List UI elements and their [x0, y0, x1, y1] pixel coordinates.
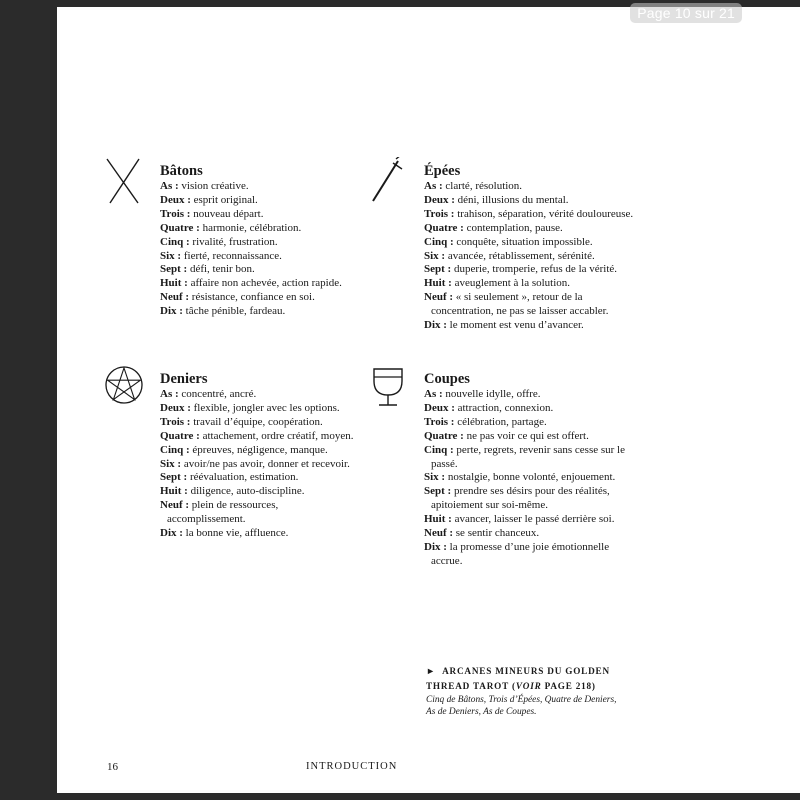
- meaning-text: nostalgie, bonne volonté, enjouement.: [445, 471, 616, 484]
- meaning-label: Deux :: [160, 193, 191, 206]
- meaning-item: [424, 250, 639, 264]
- suit-list: [424, 180, 639, 333]
- suit-epees: [424, 163, 639, 333]
- meaning-text: flexible, jongler avec les options.: [190, 401, 340, 414]
- meaning-item: [160, 527, 355, 541]
- meaning-item: [424, 471, 634, 485]
- meaning-item: [424, 430, 634, 444]
- meaning-text: prendre ses désirs pour des réalités, apitoiement sur soi-même.: [431, 485, 610, 512]
- page-indicator: Page 10 sur 21: [630, 3, 742, 23]
- meaning-label: As :: [160, 388, 179, 400]
- meaning-text: déni, illusions du mental.: [454, 193, 569, 206]
- meaning-label: Quatre :: [424, 429, 464, 442]
- meaning-item: [160, 236, 370, 250]
- meaning-label: Neuf :: [424, 291, 454, 304]
- meaning-item: [160, 430, 355, 444]
- caption-text: Cinq de Bâtons, Trois d’Épées, Quatre de Deniers, As de Deniers, As de Coupes.: [426, 695, 617, 717]
- meaning-label: Sept :: [424, 485, 452, 498]
- meaning-item: [424, 180, 639, 194]
- meaning-text: clarté, résolution.: [442, 180, 523, 192]
- meaning-text: affaire non achevée, action rapide.: [187, 277, 342, 290]
- meaning-label: As :: [424, 388, 443, 400]
- suit-list: [160, 388, 355, 541]
- meaning-item: [424, 541, 634, 569]
- suit-deniers: [160, 371, 355, 541]
- suit-list: [160, 180, 370, 319]
- meaning-text: attachement, ordre créatif, moyen.: [199, 429, 354, 442]
- meaning-item: [424, 527, 634, 541]
- meaning-text: contemplation, pause.: [463, 221, 563, 234]
- meaning-text: harmonie, célébration.: [199, 221, 302, 234]
- meaning-text: la promesse d’une joie émotionnelle accrue.: [431, 540, 610, 567]
- caption-title-text: ARCANES MINEURS DU GOLDEN THREAD TAROT (: [426, 666, 610, 691]
- meaning-label: Dix :: [160, 305, 183, 318]
- meaning-label: Dix :: [160, 527, 183, 540]
- meaning-item: [424, 208, 639, 222]
- meaning-label: Six :: [424, 471, 446, 484]
- meaning-item: [160, 222, 370, 236]
- meaning-label: Huit :: [160, 277, 188, 290]
- caption-title-italic: VOIR: [515, 680, 542, 691]
- meaning-label: Deux :: [160, 401, 191, 414]
- meaning-text: fierté, reconnaissance.: [181, 249, 282, 262]
- meaning-text: duperie, tromperie, refus de la vérité.: [451, 263, 618, 276]
- meaning-label: Dix :: [424, 540, 447, 553]
- figure-caption: [426, 664, 626, 718]
- meaning-item: [160, 277, 370, 291]
- meaning-text: avoir/ne pas avoir, donner et recevoir.: [181, 457, 350, 470]
- meaning-item: [160, 444, 355, 458]
- meaning-text: le moment est venu d’avancer.: [446, 319, 584, 332]
- meaning-item: [424, 291, 639, 319]
- meaning-label: Cinq :: [160, 235, 190, 248]
- meaning-text: résistance, confiance en soi.: [189, 291, 315, 304]
- suit-coupes: [424, 371, 634, 569]
- meaning-label: Huit :: [424, 513, 452, 526]
- meaning-item: [160, 499, 355, 527]
- suit-title: Coupes: [424, 371, 470, 387]
- meaning-text: célébration, partage.: [454, 415, 547, 428]
- page-number: 16: [107, 761, 118, 773]
- caption-title-end: PAGE 218): [541, 680, 596, 691]
- meaning-item: [160, 180, 370, 194]
- meaning-item: [424, 194, 639, 208]
- meaning-item: [424, 388, 634, 402]
- meaning-label: Six :: [160, 249, 182, 262]
- meaning-label: As :: [160, 180, 179, 192]
- meaning-label: Cinq :: [424, 443, 454, 456]
- meaning-label: Deux :: [424, 193, 455, 206]
- meaning-text: attraction, connexion.: [454, 401, 554, 414]
- meaning-item: [424, 402, 634, 416]
- meaning-item: [160, 208, 370, 222]
- meaning-item: [160, 263, 370, 277]
- meaning-text: nouveau départ.: [190, 207, 264, 220]
- meaning-label: Deux :: [424, 401, 455, 414]
- meaning-text: « si seulement », retour de la concentration, ne pas se laisser accabler.: [431, 291, 609, 318]
- meaning-label: Cinq :: [160, 443, 190, 456]
- meaning-item: [424, 444, 634, 472]
- meaning-text: avancée, rétablissement, sérénité.: [445, 249, 595, 262]
- meaning-text: travail d’équipe, coopération.: [190, 415, 323, 428]
- meaning-text: concentré, ancré.: [178, 388, 257, 400]
- caption-marker-icon: ►: [426, 666, 436, 676]
- meaning-label: Sept :: [160, 471, 188, 484]
- meaning-text: esprit original.: [190, 193, 258, 206]
- meaning-item: [424, 513, 634, 527]
- meaning-label: Trois :: [424, 207, 455, 220]
- meaning-item: [160, 471, 355, 485]
- meaning-text: épreuves, négligence, manque.: [189, 443, 328, 456]
- meaning-label: Dix :: [424, 319, 447, 332]
- meaning-text: vision créative.: [178, 180, 249, 192]
- sword-icon: [368, 157, 408, 207]
- caption-title: [426, 664, 626, 693]
- meaning-label: Huit :: [160, 485, 188, 498]
- meaning-item: [424, 416, 634, 430]
- meaning-label: Quatre :: [160, 221, 200, 234]
- meaning-label: Neuf :: [160, 499, 190, 512]
- meaning-item: [160, 485, 355, 499]
- meaning-text: trahison, séparation, vérité douloureuse.: [454, 207, 634, 220]
- meaning-item: [424, 277, 639, 291]
- suit-batons: [160, 163, 370, 319]
- meaning-text: réévaluation, estimation.: [187, 471, 299, 484]
- meaning-label: Neuf :: [160, 291, 190, 304]
- meaning-text: tâche pénible, fardeau.: [182, 305, 286, 318]
- meaning-item: [160, 458, 355, 472]
- meaning-item: [424, 236, 639, 250]
- meaning-item: [424, 263, 639, 277]
- meaning-item: [160, 305, 370, 319]
- meaning-label: Sept :: [424, 263, 452, 276]
- meaning-item: [160, 250, 370, 264]
- meaning-item: [424, 319, 639, 333]
- pentacle-icon: [104, 365, 144, 415]
- suit-list: [424, 388, 634, 569]
- meaning-label: Quatre :: [160, 429, 200, 442]
- cup-icon: [368, 365, 408, 415]
- meaning-text: plein de ressources, accomplissement.: [167, 499, 279, 526]
- meaning-label: Sept :: [160, 263, 188, 276]
- meaning-label: Cinq :: [424, 235, 454, 248]
- meaning-label: Six :: [160, 457, 182, 470]
- meaning-label: Six :: [424, 249, 446, 262]
- meaning-item: [160, 291, 370, 305]
- meaning-label: Neuf :: [424, 527, 454, 540]
- suit-title: Épées: [424, 163, 461, 179]
- meaning-label: Trois :: [160, 415, 191, 428]
- meaning-label: Trois :: [160, 207, 191, 220]
- meaning-text: se sentir chanceux.: [453, 527, 540, 540]
- meaning-text: défi, tenir bon.: [187, 263, 255, 276]
- meaning-text: diligence, auto-discipline.: [187, 485, 305, 498]
- meaning-text: conquête, situation impossible.: [453, 235, 593, 248]
- meaning-item: [424, 222, 639, 236]
- meaning-label: Quatre :: [424, 221, 464, 234]
- meaning-text: perte, regrets, revenir sans cesse sur le passé.: [431, 443, 625, 470]
- meaning-item: [160, 388, 355, 402]
- meaning-label: Huit :: [424, 277, 452, 290]
- meaning-text: ne pas voir ce qui est offert.: [463, 429, 589, 442]
- meaning-text: aveuglement à la solution.: [451, 277, 571, 290]
- running-footer: INTRODUCTION: [306, 761, 398, 772]
- meaning-text: la bonne vie, affluence.: [182, 527, 289, 540]
- suit-title: Deniers: [160, 371, 208, 387]
- meaning-text: nouvelle idylle, offre.: [442, 388, 541, 400]
- meaning-item: [160, 416, 355, 430]
- crossed-wands-icon: [104, 157, 144, 207]
- meaning-label: As :: [424, 180, 443, 192]
- meaning-text: rivalité, frustration.: [189, 235, 278, 248]
- meaning-item: [160, 402, 355, 416]
- meaning-item: [160, 194, 370, 208]
- suit-title: Bâtons: [160, 163, 203, 179]
- meaning-item: [424, 485, 634, 513]
- meaning-text: avancer, laisser le passé derrière soi.: [451, 513, 615, 526]
- meaning-label: Trois :: [424, 415, 455, 428]
